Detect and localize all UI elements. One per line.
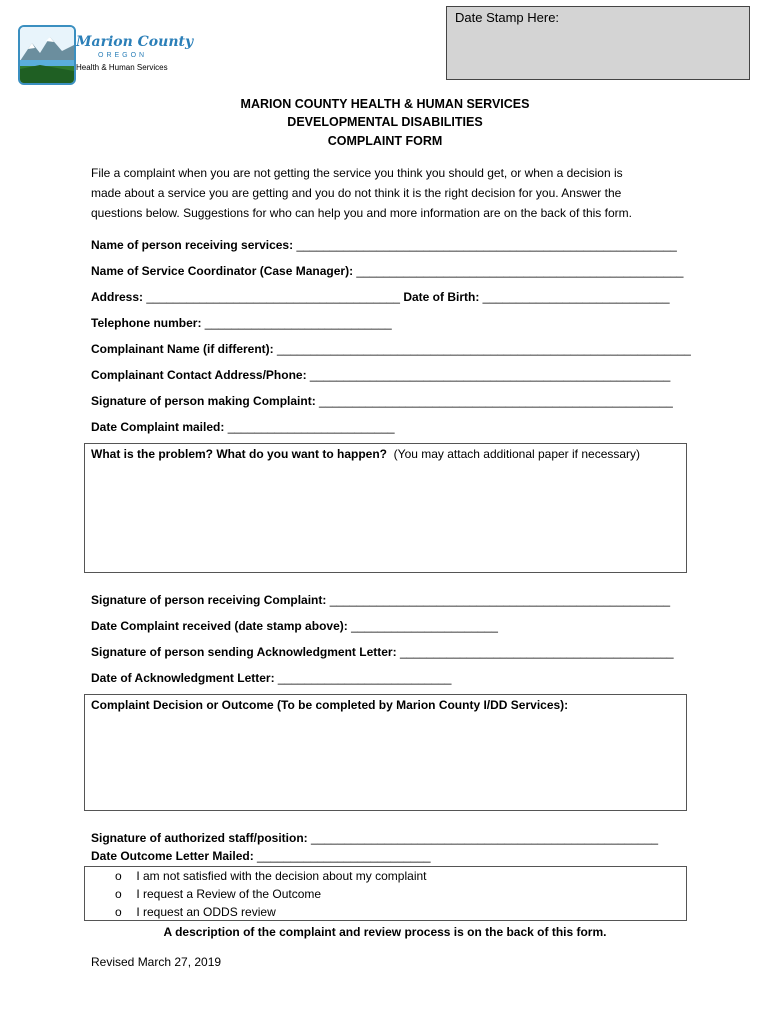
- field-sig-receiving[interactable]: Signature of person receiving Complaint: ___________________________________________________: [91, 593, 671, 607]
- field-date-mailed[interactable]: Date Complaint mailed: _________________________: [91, 420, 395, 434]
- option-label: I am not satisfied with the decision about my complaint: [136, 869, 427, 883]
- date-stamp-label: Date Stamp Here:: [455, 10, 560, 25]
- problem-note: (You may attach additional paper if necessary): [393, 447, 641, 461]
- date-outcome-label: Date Outcome Letter Mailed:: [91, 849, 254, 863]
- signature-complaint-label: Signature of person making Complaint:: [91, 394, 316, 408]
- field-complainant-contact[interactable]: Complainant Contact Address/Phone: ______________________________________________________: [91, 368, 671, 382]
- logo-department: Health & Human Services: [76, 63, 168, 72]
- option-odds-review[interactable]: [115, 905, 276, 919]
- field-person-receiving[interactable]: Name of person receiving services: _________________________________________________________: [91, 238, 677, 252]
- option-bullet-icon: o: [115, 869, 122, 883]
- mountain-landscape-icon: [18, 25, 76, 85]
- sig-ack-label: Signature of person sending Acknowledgment Letter:: [91, 645, 397, 659]
- field-service-coordinator[interactable]: Name of Service Coordinator (Case Manager): _________________________________________________: [91, 264, 684, 278]
- option-bullet-icon: o: [115, 887, 122, 901]
- field-address[interactable]: Address: ______________________________________ Date of Birth: ____________________________: [91, 290, 670, 304]
- date-stamp-box[interactable]: [446, 6, 750, 80]
- intro-line-1: File a complaint when you are not getting the service you think you should get, or when a decision is: [91, 166, 623, 180]
- field-complainant-name[interactable]: Complainant Name (if different): ______________________________________________________________: [91, 342, 691, 356]
- complainant-contact-label: Complainant Contact Address/Phone:: [91, 368, 307, 382]
- footnote: A description of the complaint and review process is on the back of this form.: [163, 925, 607, 939]
- intro-line-3: questions below. Suggestions for who can help you and more information are on the back of this form.: [91, 206, 632, 220]
- title-line-3: COMPLAINT FORM: [327, 134, 443, 148]
- dob-label: Date of Birth:: [403, 290, 480, 304]
- title-line-2: DEVELOPMENTAL DISABILITIES: [287, 115, 483, 129]
- title-line-1: MARION COUNTY HEALTH & HUMAN SERVICES: [240, 97, 530, 111]
- person-receiving-label: Name of person receiving services:: [91, 238, 294, 252]
- date-ack-label: Date of Acknowledgment Letter:: [91, 671, 275, 685]
- telephone-label: Telephone number:: [91, 316, 202, 330]
- date-received-label: Date Complaint received (date stamp above):: [91, 619, 348, 633]
- option-label: I request an ODDS review: [136, 905, 276, 919]
- logo-state: OREGON: [98, 52, 148, 59]
- problem-box-heading: [91, 447, 640, 461]
- county-logo: [18, 25, 194, 83]
- date-mailed-label: Date Complaint mailed:: [91, 420, 225, 434]
- revised-date: Revised March 27, 2019: [91, 955, 222, 969]
- problem-textarea[interactable]: [84, 443, 687, 573]
- sig-staff-label: Signature of authorized staff/position:: [91, 831, 308, 845]
- service-coordinator-label: Name of Service Coordinator (Case Manager):: [91, 264, 354, 278]
- option-review-outcome[interactable]: [115, 887, 321, 901]
- sig-receiving-label: Signature of person receiving Complaint:: [91, 593, 327, 607]
- decision-textarea[interactable]: [84, 694, 687, 811]
- address-label: Address:: [91, 290, 144, 304]
- problem-label: What is the problem? What do you want to happen?: [91, 447, 387, 461]
- field-date-received[interactable]: Date Complaint received (date stamp above): ______________________: [91, 619, 498, 633]
- option-not-satisfied[interactable]: [115, 869, 427, 883]
- option-label: I request a Review of the Outcome: [136, 887, 322, 901]
- option-bullet-icon: o: [115, 905, 122, 919]
- decision-label: Complaint Decision or Outcome (To be completed by Marion County I/DD Services):: [91, 698, 569, 712]
- field-signature-complaint[interactable]: Signature of person making Complaint: _____________________________________________________: [91, 394, 673, 408]
- intro-line-2: made about a service you are getting and you do not think it is the right decision for you. Answer the: [91, 186, 622, 200]
- field-telephone[interactable]: Telephone number: ____________________________: [91, 316, 392, 330]
- field-date-ack[interactable]: Date of Acknowledgment Letter: __________________________: [91, 671, 452, 685]
- options-box: [84, 866, 687, 921]
- complainant-name-label: Complainant Name (if different):: [91, 342, 274, 356]
- field-sig-staff[interactable]: Signature of authorized staff/position: ____________________________________________________: [91, 831, 659, 845]
- field-date-outcome[interactable]: Date Outcome Letter Mailed: __________________________: [91, 849, 431, 863]
- logo-name: Marion County: [76, 34, 194, 50]
- field-sig-ack[interactable]: Signature of person sending Acknowledgment Letter: _________________________________________: [91, 645, 674, 659]
